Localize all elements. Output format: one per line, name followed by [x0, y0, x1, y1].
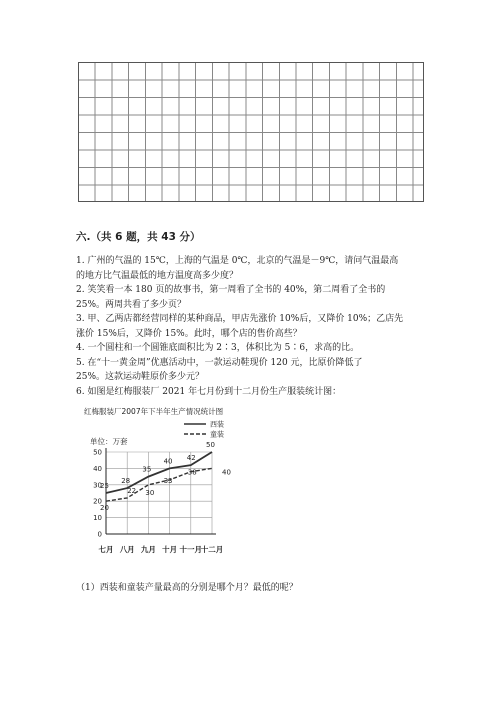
question-3-line-2: 涨价 15%后，又降价 15%。此时，哪个店的售价高些？: [76, 328, 302, 339]
question-1-line-1: 1. 广州的气温的 15℃，上海的气温是 0℃，北京的气温是－9℃，请问气温最高: [76, 256, 399, 266]
y-tick-label: 30: [93, 481, 102, 490]
x-tick-label: 十月: [162, 545, 178, 554]
y-tick-label: 50: [93, 448, 102, 457]
x-tick-label: 十二月: [200, 545, 224, 554]
data-label: 30: [145, 488, 155, 497]
x-tick-label: 九月: [140, 545, 156, 554]
data-label: 28: [121, 477, 131, 486]
question-2-line-2: 25%。两周共看了多少页？: [76, 299, 187, 310]
data-label: 35: [142, 465, 152, 474]
data-label: 40: [163, 457, 173, 466]
data-label: 25: [100, 482, 109, 490]
question-3-line-1: 3. 甲、乙两店都经营同样的某种商品，甲店先涨价 10%后，又降价 10%；乙店先: [76, 314, 404, 324]
legend-label: 西装: [210, 420, 224, 429]
chart-title: 红梅服装厂2007年下半年生产情况统计图: [84, 407, 224, 416]
data-label: 33: [163, 476, 173, 485]
question-5-line-2: 25%。这款运动鞋原价多少元？: [76, 372, 205, 382]
answer-grid[interactable]: [78, 62, 424, 202]
data-label: 40: [222, 468, 231, 477]
chart-unit-label: 单位：万套: [90, 437, 128, 446]
section-title: 六.（共 6 题，共 43 分）: [76, 231, 201, 243]
question-6: 6. 如图是红梅服装厂 2021 年七月份到十二月份生产服装统计图：: [76, 386, 342, 397]
data-label: 20: [100, 504, 109, 513]
y-tick-label: 20: [93, 497, 102, 506]
y-tick-label: 40: [93, 464, 102, 473]
data-label: 42: [186, 454, 196, 463]
x-tick-label: 八月: [119, 545, 135, 554]
y-tick-label: 0: [97, 530, 102, 539]
x-tick-label: 十一月: [179, 545, 203, 554]
x-tick-label: 七月: [98, 545, 114, 554]
data-label: 50: [206, 441, 215, 449]
legend-label: 童装: [210, 430, 224, 439]
chart-legend: [184, 420, 224, 439]
plot-area: [93, 441, 231, 554]
question-5-line-1: 5. 在“十一黄金周”优惠活动中，一款运动鞋现价 120 元，比原价降低了: [76, 357, 363, 368]
production-line-chart: [74, 400, 254, 560]
question-1-line-2: 的地方比气温最低的地方温度高多少度？: [76, 270, 239, 281]
y-tick-label: 10: [93, 514, 102, 523]
data-label: 38: [187, 468, 197, 477]
question-2-line-1: 2. 笑笑看一本 180 页的故事书，第一周看了全书的 40%，第二周看了全书的: [76, 285, 386, 295]
question-4: 4. 一个圆柱和一个圆锥底面积比为 2∶3，体积比为 5∶6，求高的比。: [76, 343, 360, 353]
data-label: 22: [127, 486, 137, 495]
subquestion-1: （1）西装和童装产量最高的分别是哪个月？最低的呢？: [76, 583, 298, 593]
